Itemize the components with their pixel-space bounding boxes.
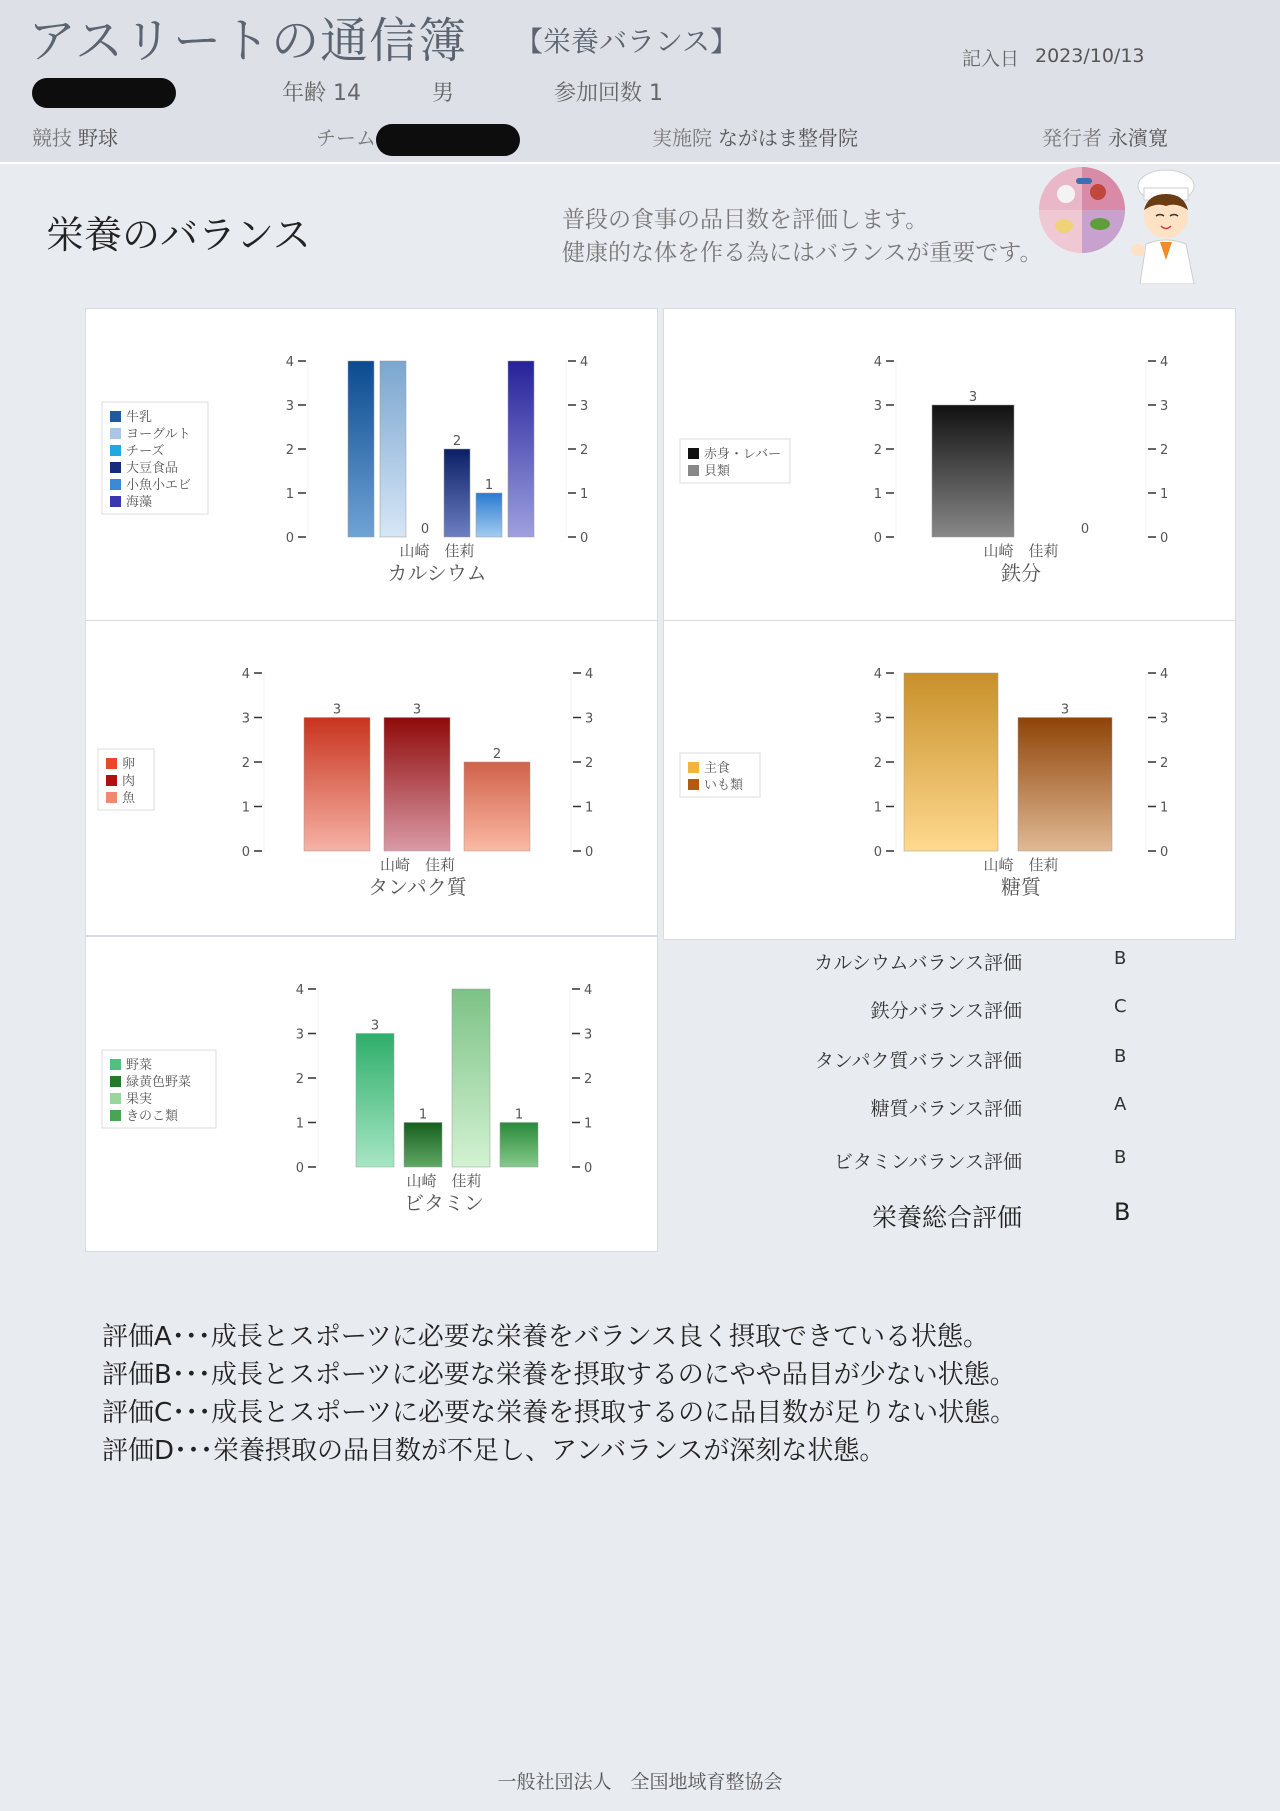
legend-label: 果実 [126,1092,153,1107]
chart-legend [102,402,208,514]
y-tick-label-left: 4 [285,355,294,370]
report-title: アスリートの通信簿 [28,13,468,69]
age-value: 14 [333,81,362,106]
grade-note-a: 評価A･･･成長とスポーツに必要な栄養をバランス良く摂取できている状態。 [102,1322,989,1352]
evaluation-grade: C [1114,996,1127,1017]
bar-vitamin-3 [500,1123,538,1168]
clinic-value: ながはま整骨院 [718,126,858,150]
y-tick-label-right: 4 [1160,667,1169,682]
issuer-label: 発行者 [1042,126,1102,150]
legend-swatch [110,496,121,507]
y-tick-label-right: 2 [1160,756,1169,771]
report-subtitle: 【栄養バランス】 [515,25,739,58]
date-label: 記入日 [962,48,1020,70]
y-tick-label-right: 0 [585,845,594,860]
legend-label: 牛乳 [126,410,153,425]
y-tick-label-right: 2 [1160,443,1169,458]
y-tick-label-left: 1 [295,1116,304,1132]
chart-legend [680,753,760,797]
legend-label: 野菜 [126,1058,153,1073]
x-axis-label: 山崎 佳莉 [406,1172,482,1190]
count-value: 1 [649,81,664,106]
section-description [562,204,1042,270]
description-line-2: 健康的な体を作る為にはバランスが重要です。 [562,240,1043,266]
y-tick-label-left: 3 [241,711,250,727]
y-tick-label-right: 1 [580,487,589,502]
data-label: 0 [1080,522,1090,537]
y-tick-label-right: 0 [1160,531,1169,546]
bar-iron-0 [932,405,1014,537]
y-tick-label-left: 2 [285,443,294,458]
data-label: 1 [514,1107,524,1123]
y-tick-label-left: 0 [241,845,250,860]
y-tick-label-right: 4 [580,355,589,370]
y-tick-label-left: 2 [295,1072,304,1087]
y-tick-label-right: 1 [584,1116,593,1132]
bar-calcium-0 [348,361,374,537]
legend-swatch [688,465,699,476]
sport-label: 競技 [32,126,72,150]
data-label: 3 [1060,702,1070,718]
chart-title: 糖質 [1001,875,1041,899]
chart-legend [680,439,790,483]
x-axis-label: 山崎 佳莉 [983,856,1059,874]
bar-vitamin-2 [452,989,490,1167]
y-tick-label-right: 0 [580,531,589,546]
food-plate-icon [1039,167,1125,253]
clinic-field [652,122,858,151]
legend-label: チーズ [126,444,165,459]
bar-vitamin-0 [356,1034,394,1168]
y-tick-label-right: 4 [1160,355,1169,370]
report-header [0,0,1280,162]
y-tick-label-left: 3 [873,711,882,727]
y-tick-label-right: 2 [580,443,589,458]
evaluation-label: 鉄分バランス評価 [870,1000,1022,1022]
calcium-chart-panel [85,308,658,622]
chart-title: ビタミン [404,1191,484,1215]
x-axis-label: 山崎 佳莉 [379,856,456,874]
evaluation-label: カルシウムバランス評価 [814,952,1022,974]
count-field [554,76,663,107]
y-tick-label-left: 0 [873,845,882,860]
legend-label: 緑黄色野菜 [126,1075,192,1090]
sugar-bar-chart [664,621,1237,941]
y-tick-label-right: 3 [584,1027,593,1043]
grade-notes [102,1318,1016,1470]
y-tick-label-right: 0 [584,1161,593,1176]
bar-calcium-3 [444,449,470,537]
bar-calcium-4 [476,493,502,537]
legend-swatch [110,445,121,456]
legend-swatch [106,792,117,803]
legend-swatch [110,1093,121,1104]
gender-value: 男 [432,81,455,106]
legend-swatch [110,1059,121,1070]
legend-label: 卵 [122,757,136,772]
grade-note-b: 評価B･･･成長とスポーツに必要な栄養を摂取するのにやや品目が少ない状態。 [102,1360,1016,1390]
vitamin-bar-chart [86,937,659,1253]
bar-protein-2 [464,762,530,851]
chart-legend [102,1050,216,1128]
bar-sugar-0 [904,673,998,851]
section-title: 栄養のバランス [46,213,311,257]
legend-swatch [106,775,117,786]
y-tick-label-right: 0 [1160,845,1169,860]
y-axis [286,355,589,546]
total-evaluation-label: 栄養総合評価 [871,1203,1022,1232]
y-tick-label-left: 4 [873,355,882,370]
y-tick-label-left: 1 [241,800,250,816]
legend-swatch [110,428,121,439]
redacted-team [376,124,520,156]
y-tick-label-right: 3 [580,399,589,414]
age-label: 年齢 [282,81,327,106]
evaluation-label: タンパク質バランス評価 [814,1050,1022,1072]
issuer-value: 永濱寛 [1108,126,1168,150]
y-tick-label-left: 2 [873,443,882,458]
y-tick-label-right: 4 [584,983,593,998]
chef-character-icon [1131,170,1194,284]
team-label: チーム [316,126,376,150]
bar-sugar-1 [1018,718,1112,852]
redacted-name [32,78,176,108]
data-label: 1 [418,1107,428,1123]
clinic-label: 実施院 [652,126,712,150]
date-value: 2023/10/13 [1035,45,1145,67]
legend-swatch [688,779,699,790]
evaluation-label: 糖質バランス評価 [870,1098,1022,1120]
grade-note-c: 評価C･･･成長とスポーツに必要な栄養を摂取するのに品目数が足りない状態。 [102,1398,1017,1428]
legend-label: 海藻 [126,495,153,510]
evaluation-grade: A [1114,1094,1127,1115]
bar-calcium-5 [508,361,534,537]
data-label: 3 [332,702,342,718]
y-axis [874,355,1169,546]
total-evaluation-grade: B [1114,1198,1131,1226]
y-tick-label-left: 4 [295,983,304,998]
team-field [316,122,376,151]
bar-vitamin-1 [404,1123,442,1168]
iron-bar-chart [664,309,1237,623]
legend-swatch [688,448,699,459]
nutritionist-illustration [1036,164,1216,284]
y-tick-label-right: 1 [1160,800,1169,816]
evaluation-grade: B [1114,1046,1127,1067]
legend-swatch [110,1110,121,1121]
legend-swatch [110,462,121,473]
y-tick-label-left: 3 [873,399,882,414]
x-axis-label: 山崎 佳莉 [399,542,475,560]
y-tick-label-right: 3 [1160,711,1169,727]
y-tick-label-left: 3 [295,1027,304,1043]
bar-calcium-1 [380,361,406,537]
chart-title: カルシウム [387,561,487,585]
legend-label: 小魚小エビ [126,478,192,493]
calcium-bar-chart [86,309,659,623]
y-tick-label-right: 4 [585,667,594,682]
y-tick-label-right: 3 [585,711,594,727]
legend-label: 魚 [122,791,136,806]
sport-field [32,122,118,151]
y-axis [296,983,593,1176]
legend-label: 大豆食品 [126,461,179,476]
legend-label: 主食 [704,761,731,776]
legend-label: きのこ類 [126,1109,179,1124]
data-label: 0 [420,522,430,537]
legend-label: 貝類 [704,464,731,479]
y-tick-label-left: 4 [241,667,250,682]
protein-bar-chart [86,621,659,937]
chart-legend [98,749,154,810]
issuer-field [1042,122,1168,151]
description-line-1: 普段の食事の品目数を評価します。 [562,207,929,233]
legend-label: ヨーグルト [126,427,191,442]
legend-swatch [106,758,117,769]
chart-title: 鉄分 [1001,561,1041,585]
bar-protein-0 [304,718,370,852]
data-label: 3 [412,702,422,718]
iron-chart-panel [663,308,1236,622]
sport-value: 野球 [78,126,118,150]
legend-label: いも類 [704,778,744,793]
y-tick-label-left: 1 [873,800,882,816]
data-label: 3 [968,390,978,405]
data-label: 2 [492,747,502,762]
y-tick-label-left: 0 [295,1161,304,1176]
sugar-chart-panel [663,620,1236,940]
y-tick-label-left: 2 [241,756,250,771]
count-label: 参加回数 [554,81,643,106]
legend-swatch [110,1076,121,1087]
y-tick-label-left: 4 [873,667,882,682]
data-label: 3 [370,1018,380,1034]
y-tick-label-right: 2 [585,756,594,771]
legend-swatch [688,762,699,773]
legend-label: 肉 [122,774,136,789]
footer-organization: 一般社団法人 全国地域育整協会 [497,1771,783,1793]
y-tick-label-right: 3 [1160,399,1169,414]
protein-chart-panel [85,620,658,936]
y-tick-label-left: 2 [873,756,882,771]
y-tick-label-left: 0 [285,531,294,546]
bar-protein-1 [384,718,450,852]
y-tick-label-right: 1 [585,800,594,816]
evaluation-label: ビタミンバランス評価 [833,1151,1022,1173]
x-axis-label: 山崎 佳莉 [983,542,1059,560]
y-tick-label-left: 1 [285,487,294,502]
legend-label: 赤身・レバー [704,447,782,462]
legend-swatch [110,411,121,422]
y-tick-label-left: 1 [873,487,882,502]
grade-note-d: 評価D･･･栄養摂取の品目数が不足し、アンバランスが深刻な状態。 [102,1436,886,1466]
y-tick-label-right: 2 [584,1072,593,1087]
vitamin-chart-panel [85,936,658,1252]
data-label: 1 [484,478,494,493]
chart-title: タンパク質 [368,875,467,899]
evaluation-grade: B [1114,948,1127,969]
y-tick-label-right: 1 [1160,487,1169,502]
age-field [282,76,361,107]
legend-swatch [110,479,121,490]
data-label: 2 [452,434,462,449]
y-tick-label-left: 0 [873,531,882,546]
evaluation-grade: B [1114,1147,1127,1168]
y-tick-label-left: 3 [285,399,294,414]
